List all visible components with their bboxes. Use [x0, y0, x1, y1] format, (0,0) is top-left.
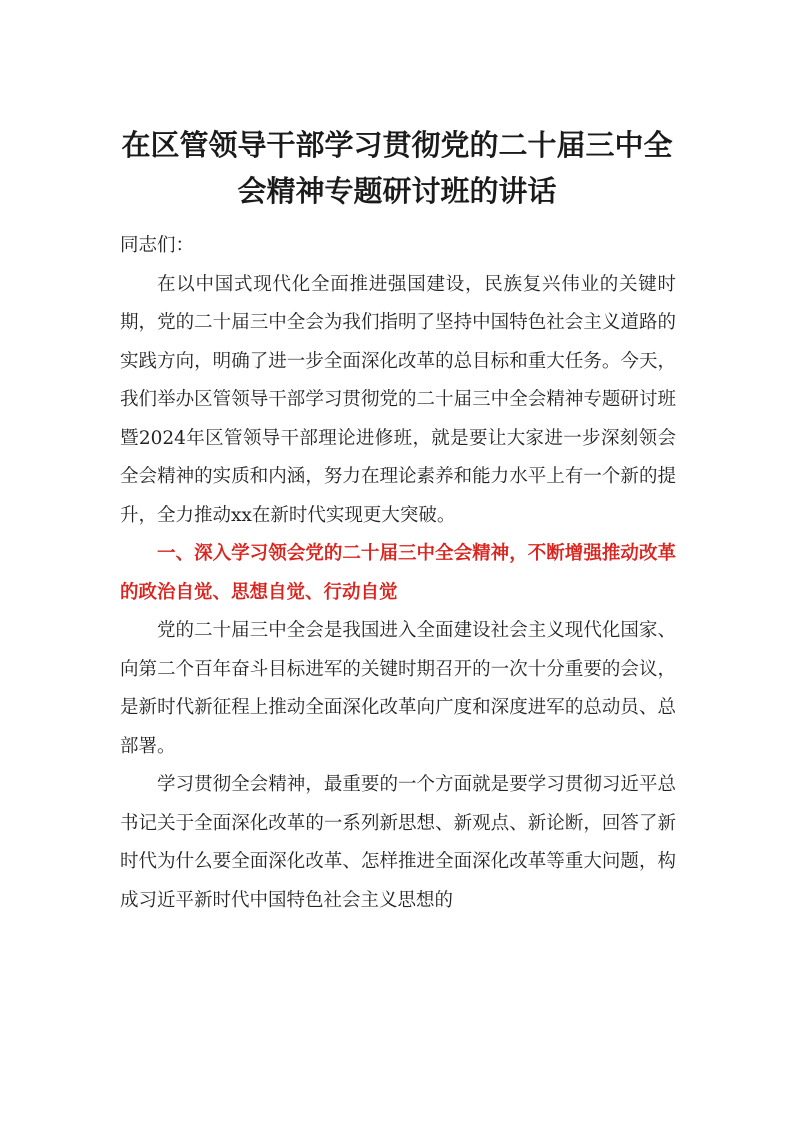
- section-heading-1: 一、深入学习领会党的二十届三中全会精神，不断增强推动改革的政治自觉、思想自觉、行动自觉: [120, 543, 676, 603]
- paragraph-plenum-significance: 党的二十届三中全会是我国进入全面建设社会主义现代化国家、向第二个百年奋斗目标进军的关键时期召开的一次十分重要的会议，是新时代新征程上推动全面深化改革向广度和深度进军的总动员、总部署。: [120, 620, 676, 757]
- salutation: 同志们：: [120, 235, 195, 256]
- paragraph-study-spirit: 学习贯彻全会精神，最重要的一个方面就是要学习贯彻习近平总书记关于全面深化改革的一系列新思想、新观点、新论断，回答了新时代为什么要全面深化改革、怎样推进全面深化改革等重大问题，构成习近平新时代中国特色社会主义思想的: [120, 774, 676, 911]
- paragraph-intro: 在以中国式现代化全面推进强国建设，民族复兴伟业的关键时期，党的二十届三中全会为我们指明了坚持中国特色社会主义道路的实践方向，明确了进一步全面深化改革的总目标和重大任务。今天，我们举办区管领导干部学习贯彻党的二十届三中全会精神专题研讨班暨2024年区管领导干部理论进修班，就是要让大家进一步深刻领会全会精神的实质和内涵，努力在理论素养和能力水平上有一个新的提升，全力推动xx在新时代实现更大突破。: [120, 273, 676, 526]
- document-title: 在区管领导干部学习贯彻党的二十届三中全会精神专题研讨班的讲话: [121, 128, 673, 208]
- document-body: [120, 227, 676, 920]
